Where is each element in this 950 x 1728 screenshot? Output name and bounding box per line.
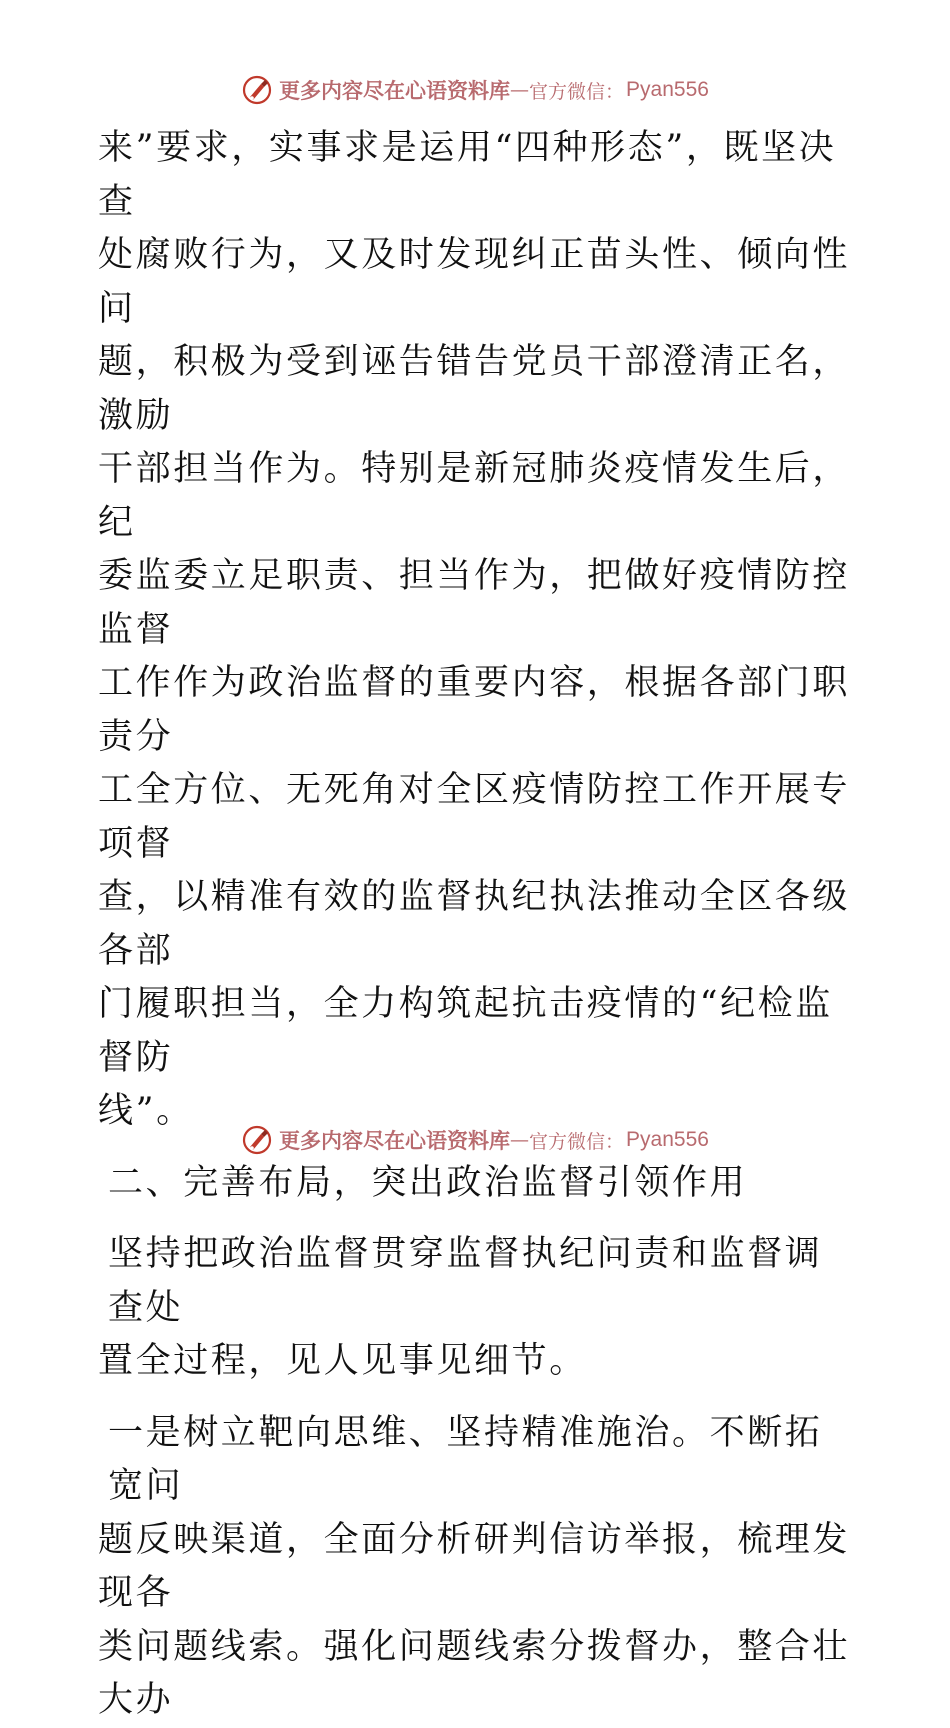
paragraph-gap xyxy=(98,1389,858,1407)
text-line: 题反映渠道，全面分析研判信访举报，梳理发现各 xyxy=(98,1519,851,1613)
paragraph-2 xyxy=(98,1228,858,1389)
document-body xyxy=(98,122,878,1728)
section-heading: 二、完善布局，突出政治监督引领作用 xyxy=(108,1162,748,1203)
paragraph-1 xyxy=(98,122,878,1139)
text-line: 来”要求，实事求是运用“四种形态”，既坚决查 xyxy=(98,128,837,222)
text-line: 线”。 xyxy=(98,1091,194,1131)
text-line: 工全方位、无死角对全区疫情防控工作开展专项督 xyxy=(98,770,851,864)
text-line: 置全过程，见人见事见细节。 xyxy=(98,1341,587,1381)
footer-watermark xyxy=(0,1122,950,1158)
text-line: 干部担当作为。特别是新冠肺炎疫情发生后， 纪 xyxy=(98,449,878,543)
paragraph-gap xyxy=(98,1210,858,1228)
text-line: 门履职担当，全力构筑起抗击疫情的“纪检监督防 xyxy=(98,984,833,1078)
watermark-separator: — xyxy=(510,1129,530,1151)
text-line: 委监委立足职责、担当作为，把做好疫情防控监督 xyxy=(98,556,851,650)
text-line: 一是树立靶向思维、坚持精准施治。不断拓宽问 xyxy=(108,1412,823,1506)
pen-logo-icon xyxy=(241,74,273,106)
text-line: 查，以精准有效的监督执纪执法推动全区各级各部 xyxy=(98,877,851,971)
watermark-id: Pyan556 xyxy=(626,78,709,101)
watermark-label: 官方微信： xyxy=(529,1130,625,1153)
text-line: 题，积极为受到诬告错告党员干部澄清正名，激励 xyxy=(98,342,851,436)
pen-logo-icon xyxy=(241,1124,273,1156)
header-watermark xyxy=(0,72,950,108)
watermark-separator: — xyxy=(510,79,530,101)
watermark-text: 更多内容尽在心语资料库 xyxy=(279,1128,511,1153)
text-line: 类问题线索。强化问题线索分拨督办，整合壮大办 xyxy=(98,1626,851,1720)
watermark-id: Pyan556 xyxy=(626,1128,709,1151)
watermark-label: 官方微信： xyxy=(529,80,625,103)
watermark-text: 更多内容尽在心语资料库 xyxy=(279,78,511,103)
text-line: 工作作为政治监督的重要内容，根据各部门职责分 xyxy=(98,663,851,757)
text-line: 坚持把政治监督贯穿监督执纪问责和监督调查处 xyxy=(108,1234,823,1328)
text-line: 处腐败行为，又及时发现纠正苗头性、倾向性问 xyxy=(98,235,851,329)
paragraph-3 xyxy=(98,1407,858,1728)
